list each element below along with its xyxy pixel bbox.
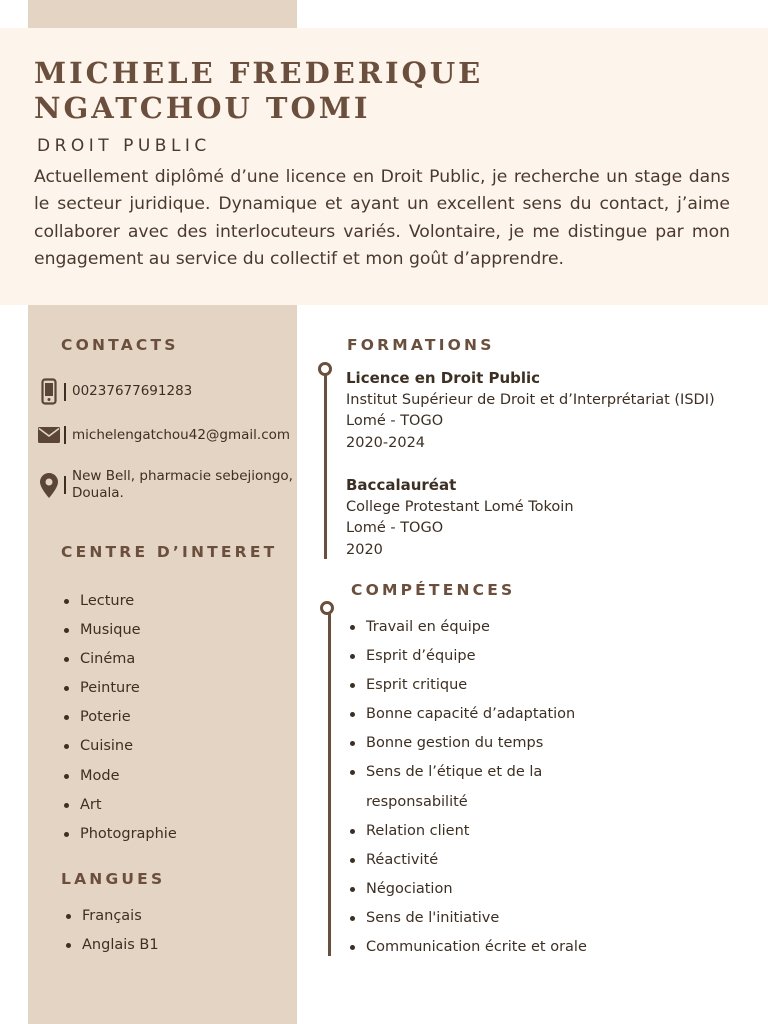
formation-entry — [346, 475, 746, 561]
list-item: Bonne capacité d’adaptation — [348, 700, 587, 729]
school-name: Institut Supérieur de Droit et d’Interprétariat (ISDI) — [346, 391, 715, 408]
list-item: Anglais B1 — [64, 931, 159, 960]
list-item: Esprit d’équipe — [348, 642, 587, 671]
contact-separator — [64, 476, 66, 494]
languages-list — [64, 902, 159, 960]
degree-title: Licence en Droit Public — [346, 369, 541, 387]
contact-address — [38, 468, 293, 502]
list-item: Cinéma — [62, 645, 177, 674]
list-item: Esprit critique — [348, 671, 587, 700]
contacts-heading: CONTACTS — [61, 336, 179, 354]
skills-timeline-dot — [320, 601, 334, 615]
location-pin-icon — [38, 473, 60, 498]
contact-email[interactable] — [38, 426, 290, 444]
skills-list — [348, 613, 587, 962]
address — [72, 468, 293, 502]
list-item-continuation: responsabilité — [366, 793, 468, 810]
formations-timeline-dot — [318, 362, 332, 376]
list-item: Musique — [62, 616, 177, 645]
email-address: michelengatchou42@gmail.com — [72, 426, 291, 443]
languages-heading: LANGUES — [61, 870, 166, 888]
address-line-2: Douala. — [72, 485, 124, 501]
candidate-name — [34, 56, 634, 126]
list-item: Cuisine — [62, 732, 177, 761]
address-line-1: New Bell, pharmacie sebejiongo, — [72, 468, 293, 484]
list-item: Art — [62, 791, 177, 820]
study-years: 2020-2024 — [346, 434, 426, 451]
name-line-1: MICHELE FREDERIQUE — [34, 56, 484, 90]
list-item: Français — [64, 902, 159, 931]
list-item: Communication écrite et orale — [348, 933, 587, 962]
formations-timeline-line — [324, 373, 327, 559]
list-item: Sens de l’étique et de la — [348, 758, 587, 787]
school-location: Lomé - TOGO — [346, 413, 444, 429]
list-item: Bonne gestion du temps — [348, 729, 587, 758]
list-item: Négociation — [348, 875, 587, 904]
name-line-2: NGATCHOU TOMI — [34, 91, 371, 125]
contact-phone[interactable] — [38, 378, 192, 405]
list-item: Lecture — [62, 587, 177, 616]
list-item: Travail en équipe — [348, 613, 587, 642]
list-item: Peinture — [62, 674, 177, 703]
list-item: Sens de l'initiative — [348, 904, 587, 933]
phone-icon — [38, 378, 60, 405]
school-location: Lomé - TOGO — [346, 520, 444, 536]
interests-list — [62, 587, 177, 849]
list-item: Réactivité — [348, 846, 587, 875]
interests-heading: CENTRE D’INTERET — [61, 543, 278, 561]
phone-number: 00237677691283 — [72, 383, 193, 399]
formations-heading: FORMATIONS — [347, 336, 495, 354]
skills-timeline-line — [328, 614, 331, 956]
contact-separator — [64, 426, 66, 444]
mail-icon — [38, 427, 60, 443]
school-name: College Protestant Lomé Tokoin — [346, 498, 574, 515]
list-item: Relation client — [348, 817, 587, 846]
list-item: Poterie — [62, 703, 177, 732]
degree-title: Baccalauréat — [346, 476, 457, 494]
list-item: Mode — [62, 762, 177, 791]
formation-entry — [346, 368, 746, 454]
profile-summary: Actuellement diplômé d’une licence en Droit Public, je recherche un stage dans le secteur juridique. Dynamique et ayant un excellent sens du contact, j’aime collaborer avec des interlocuteurs variés. Volontaire, je me distingue par mon engagement au service du collectif et mon goût d’apprendre. — [34, 167, 730, 269]
list-item: Photographie — [62, 820, 177, 849]
skills-heading: COMPÉTENCES — [351, 581, 516, 599]
study-years: 2020 — [346, 541, 383, 558]
job-title: DROIT PUBLIC — [37, 136, 211, 156]
contact-separator — [64, 383, 66, 401]
